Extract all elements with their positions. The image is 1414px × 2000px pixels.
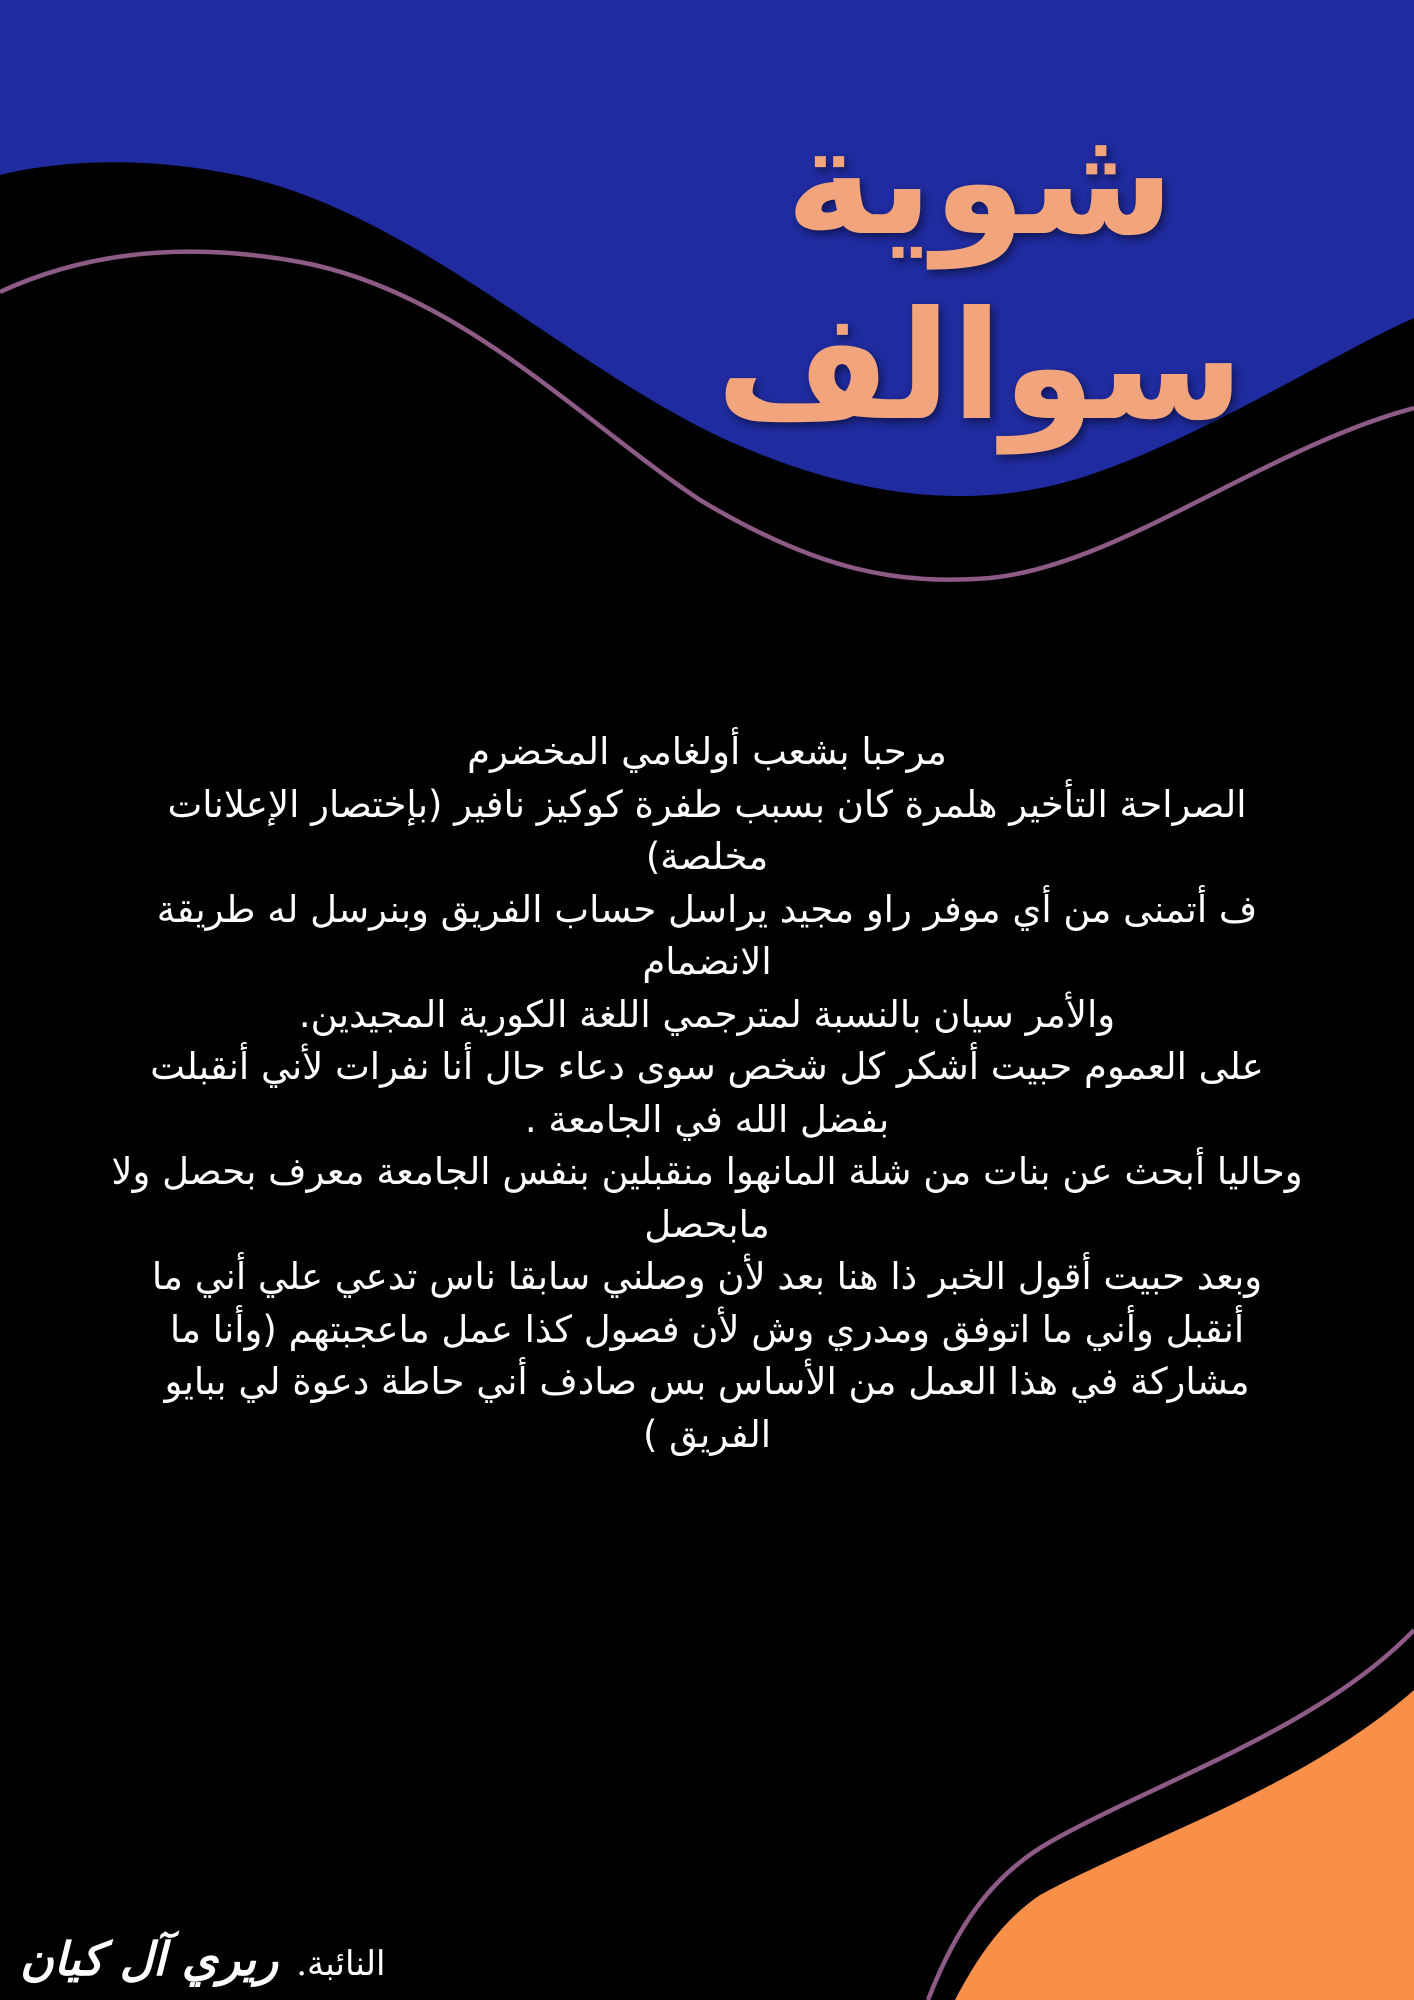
signature bbox=[20, 1932, 385, 1986]
title-line-2: سوالف bbox=[716, 280, 1244, 454]
paragraph-search: وحاليا أبحث عن بنات من شلة المانهوا منقبلين بنفس الجامعة معرف بحصل ولا مابحصل bbox=[111, 1150, 1303, 1246]
paragraph-news: وبعد حبيت أقول الخبر ذا هنا بعد لأن وصلني سابقا ناس تدعي علي أني ما أنقبل وأني ما اتوفق ومدري وش لأن فصول كذا عمل ماعجبتهم (وأنا ما مشاركة في هذا العمل من الأساس بس صادف أني حاطة دعوة لي ببايو الفريق ) bbox=[151, 1255, 1263, 1456]
paragraph-recruit-raw: ف أتمنى من أي موفر راو مجيد يراسل حساب الفريق وبنرسل له طريقة الانضمام bbox=[156, 887, 1258, 983]
page-title bbox=[700, 90, 1260, 460]
announcement-text bbox=[110, 726, 1304, 1461]
signature-label: النائبة. bbox=[296, 1944, 386, 1984]
title-line-1: شوية bbox=[785, 95, 1175, 269]
signature-name: ريري آل كيان bbox=[20, 1932, 279, 1986]
paragraph-greeting: مرحبا بشعب أولغامي المخضرم bbox=[467, 730, 947, 773]
paragraph-thanks: على العموم حبيت أشكر كل شخص سوى دعاء حال أنا نفرات لأني أنقبلت بفضل الله في الجامعة . bbox=[150, 1045, 1264, 1141]
paragraph-recruit-translators: والأمر سيان بالنسبة لمترجمي اللغة الكورية المجيدين. bbox=[298, 992, 1116, 1036]
paragraph-delay-reason: الصراحة التأخير هلمرة كان بسبب طفرة كوكيز نافير (بإختصار الإعلانات مخلصة) bbox=[167, 782, 1247, 878]
